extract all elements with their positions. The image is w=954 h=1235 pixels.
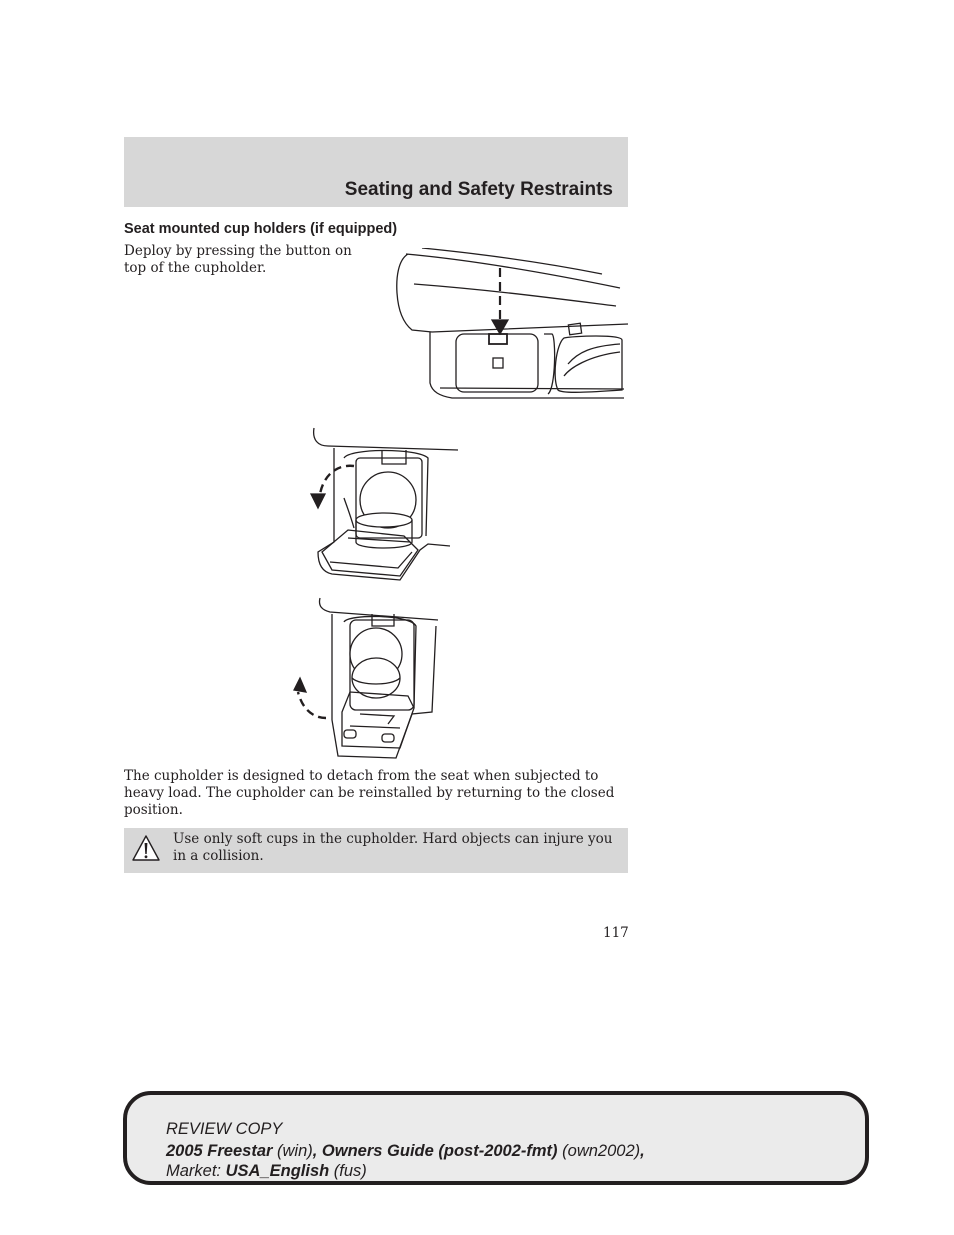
intro-line-1: Deploy by pressing the button on xyxy=(124,243,352,259)
footer-market: USA_English xyxy=(225,1162,330,1180)
warning-box xyxy=(124,828,628,873)
seat-cupholder-closed-illustration xyxy=(392,248,628,404)
header-band xyxy=(124,137,628,207)
footer-review-box xyxy=(123,1091,869,1185)
footer-document-line xyxy=(166,1142,645,1161)
warning-triangle-icon xyxy=(132,834,160,862)
section-heading: Seat mounted cup holders (if equipped) xyxy=(124,221,398,237)
detach-paragraph: The cupholder is designed to detach from the seat when subjected to heavy load. The cupholder can be reinstalled by returning to the closed position. xyxy=(124,768,615,818)
intro-line-2: top of the cupholder. xyxy=(124,260,267,276)
footer-market-label: Market: xyxy=(166,1162,226,1180)
footer-separator: , xyxy=(640,1142,645,1160)
footer-market-code: (fus) xyxy=(329,1162,367,1180)
page-title: Seating and Safety Restraints xyxy=(344,179,613,200)
page-number: 117 xyxy=(603,925,629,941)
cupholder-closing-illustration xyxy=(290,596,450,762)
cupholder-opening-illustration xyxy=(308,424,458,590)
footer-guide-code: (own2002) xyxy=(557,1142,641,1160)
footer-market-line xyxy=(166,1162,367,1181)
footer-review-copy: REVIEW COPY xyxy=(166,1120,283,1138)
footer-model-code: (win) xyxy=(272,1142,313,1160)
footer-model: 2005 Freestar xyxy=(166,1142,273,1160)
footer-guide: , Owners Guide (post-2002-fmt) xyxy=(312,1142,558,1160)
warning-text: Use only soft cups in the cupholder. Hard objects can injure you in a collision. xyxy=(173,831,613,864)
